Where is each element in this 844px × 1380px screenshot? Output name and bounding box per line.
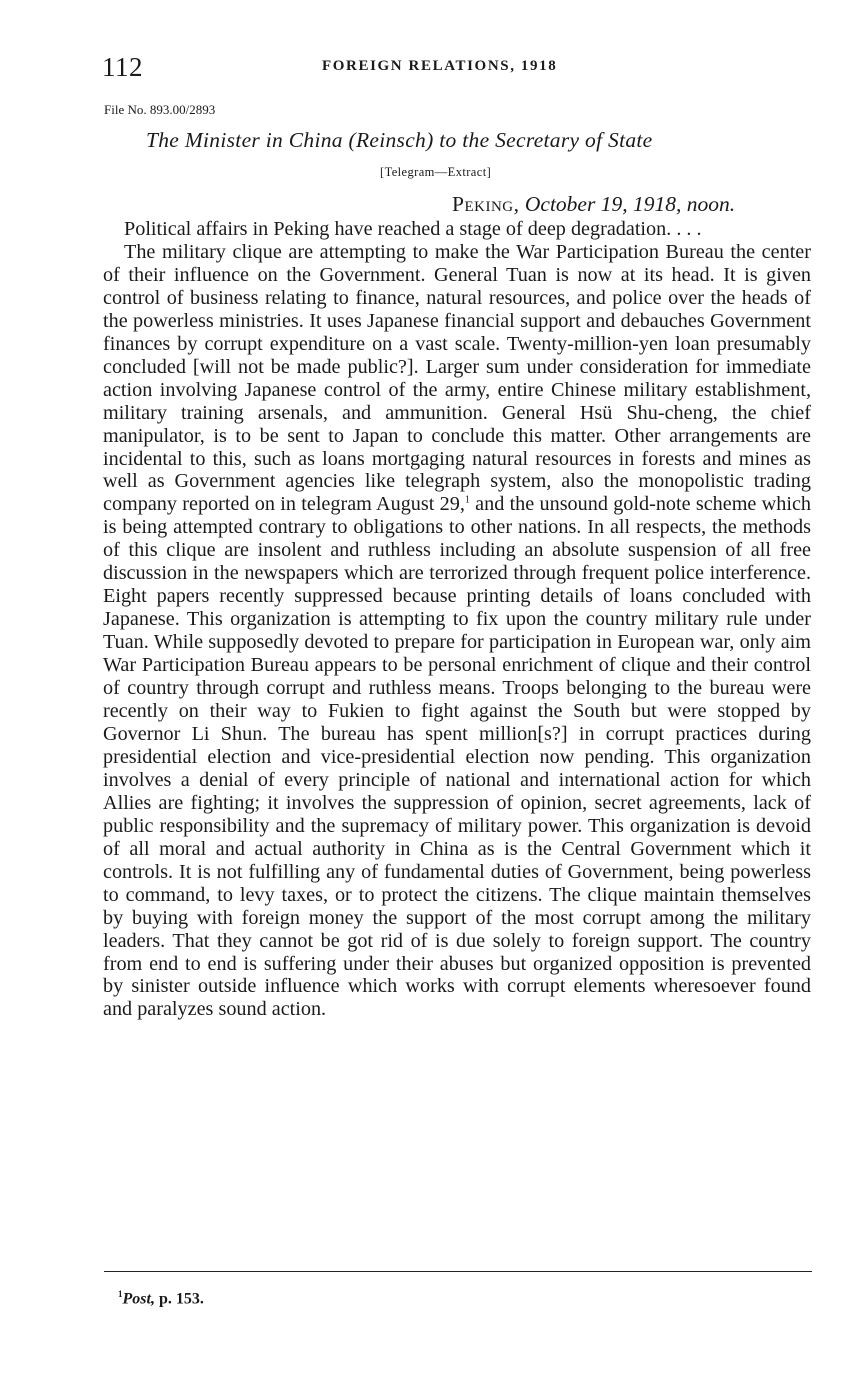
file-number: File No. 893.00/2893 [104,102,216,117]
document-subtitle: [Telegram—Extract] [380,165,492,179]
page-number: 112 [102,52,143,82]
paragraph-2-part-a: The military clique are attempting to make the War Participation Bureau the center of their influence on the Government. General Tuan is now at its head. It is given control of business relating to finance, natural resources, and police over the heads of the powerless ministries. It uses Japanese financial support and debauches Government finances by corrupt expenditure on a vast scale. Twenty-million-yen loan presumably concluded [will not be made public?]. Larger sum under consideration for immediate action involving Japanese control of the army, entire Chinese military establishment, military training arsenals, and ammunition. General Hsü Shu-cheng, the chief manipulator, is to be sent to Japan to conclude this matter. Other arrangements are incidental to this, such as loans mortgaging natural resources in forests and mines as well as Government agencies like telegraph system, also the monopolistic trading company reported on in telegram August 29, [103,240,811,516]
footnote-text: p. 153. [154,1290,204,1308]
dateline-place: Peking, [452,192,520,216]
document-title: The Minister in China (Reinsch) to the Secretary of State [146,128,653,152]
footnote-divider [104,1271,812,1272]
paragraph-2-part-b: and the unsound gold-note scheme which is being attempted contrary to obligations to other nations. In all respects, the methods of this clique are insolent and ruthless including an absolute suspension of all free discussion in the newspapers which are terrorized through frequent police interference. Eight papers recently suppressed because printing details of loans concluded with Japanese. This organization is attempting to fix upon the country military rule under Tuan. While supposedly devoted to prepare for participation in European war, only aim War Participation Bureau appears to be personal enrichment of clique and their control of country through corrupt and ruthless means. Troops belonging to the bureau were recently on their way to Fukien to fight against the South but were stopped by Governor Li Shun. The bureau has spent million[s?] in corrupt practices during presidential election and vice-presidential election now pending. This organization involves a denial of every principle of national and international action for which Allies are fighting; it involves the suppression of opinion, secret agreements, lack of public responsibility and the supremacy of military power. This organization is devoid of all moral and actual authority in China as is the Central Government which it controls. It is not fulfilling any of fundamental duties of Government, being powerless to command, to levy taxes, or to protect the citizens. The clique maintain themselves by buying with foreign money the support of the most corrupt among the military leaders. That they cannot be got rid of is due solely to foreign support. The country from end to end is suffering under their abuses but organized opposition is prevented by sinister outside influence which works with corrupt elements wheresoever found and paralyzes sound action. [103,493,811,1021]
footnote-mark: 1 [118,1289,123,1299]
paragraph-2 [103,241,811,1021]
footnote-reference: 1 [464,494,470,506]
footnote [118,1289,204,1308]
paragraph-1: Political affairs in Peking have reached a stage of deep degradation. . . . [124,218,702,240]
dateline-date: October 19, 1918, noon. [524,192,736,216]
footnote-ref: Post, [122,1290,155,1308]
running-title: FOREIGN RELATIONS, 1918 [322,58,558,74]
dateline [452,192,735,217]
telegram-body [103,218,811,1021]
running-head [102,52,812,86]
